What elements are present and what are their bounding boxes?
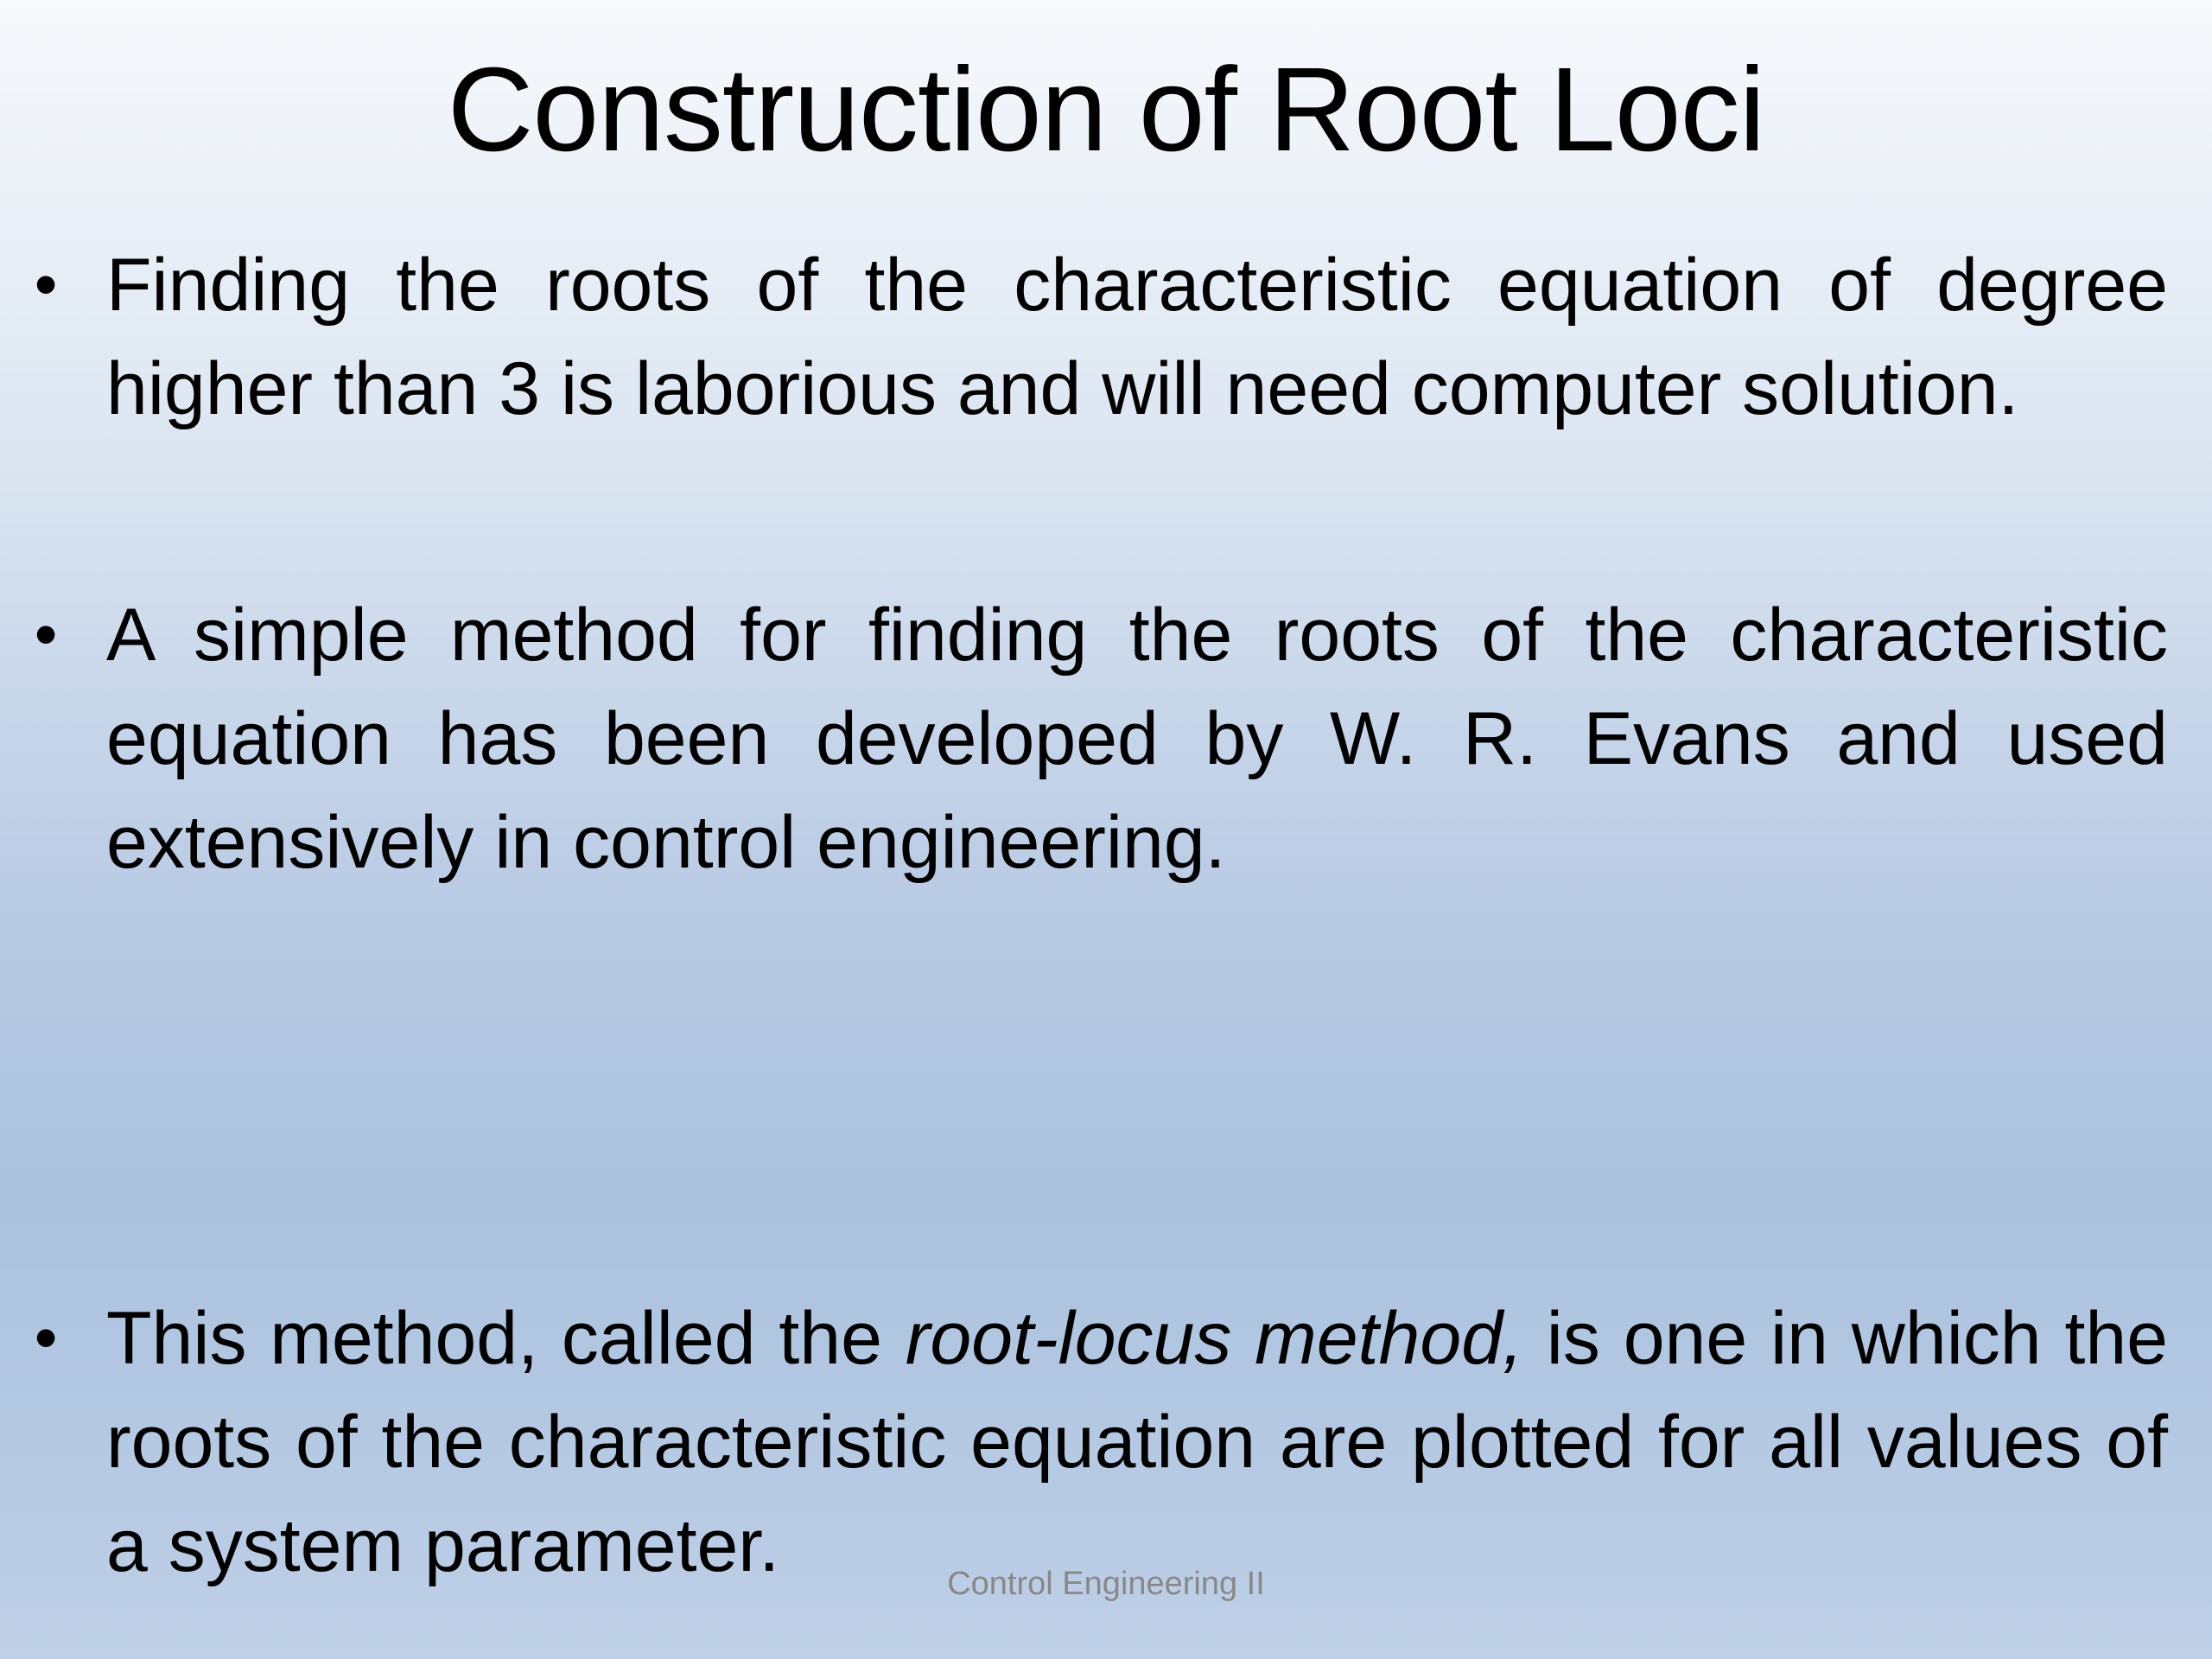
bullet-text: Finding the roots of the characteristic equation of degree higher than 3 is laborious and will need computer solution. (106, 244, 2168, 430)
bullet-item (34, 583, 2168, 894)
bullet-text-before-emphasis: This method, called the (106, 1297, 906, 1380)
emphasized-term: root-locus method, (905, 1297, 1523, 1380)
slide-footer: Control Engineering II (947, 1566, 1265, 1602)
bullet-text: A simple method for finding the roots of the characteristic equation has been developed by W. R. Evans and used extensively in control engineering. (106, 594, 2168, 884)
bullet-item (34, 233, 2168, 441)
bullet-marker: • (34, 248, 58, 321)
bullet-item (34, 1287, 2169, 1598)
bullet-marker: • (34, 1301, 58, 1375)
slide-title: Construction of Root Loci (447, 43, 1765, 176)
bullet-text-after-emphasis: is one in which the roots of the characteristic equation are plotted for all values of a system parameter. (106, 1297, 2169, 1587)
bullet-marker: • (34, 598, 58, 671)
